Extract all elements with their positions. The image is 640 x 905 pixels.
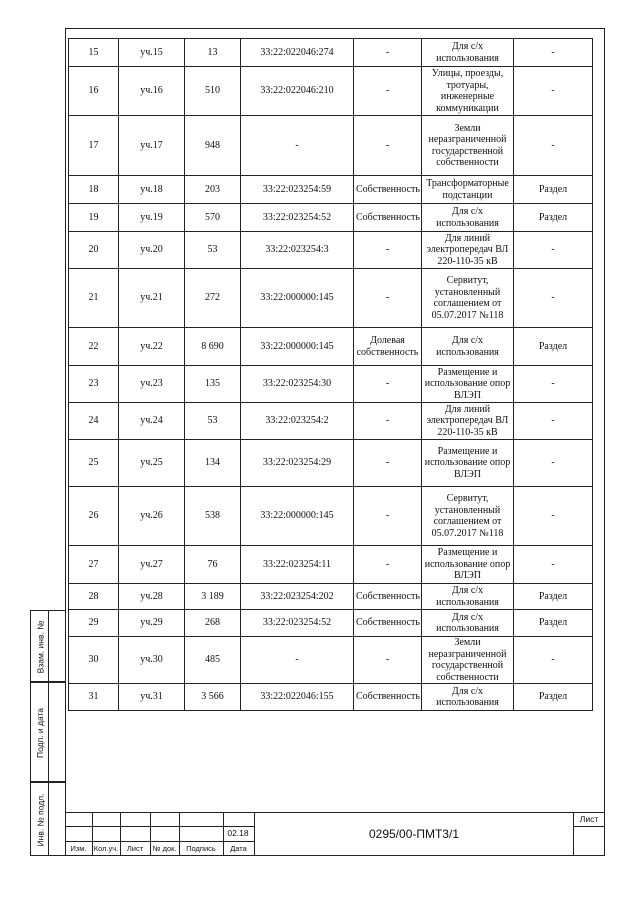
cell-cadastral-number: 33:22:023254:52 (241, 204, 354, 232)
cell-permitted-use: Сервитут, установленный соглашением от 05.07.2017 №118 (422, 269, 514, 328)
cell-row-number: 16 (69, 67, 119, 116)
cell-permitted-use: Для с/х использования (422, 610, 514, 637)
cell-ownership: - (354, 116, 422, 176)
table-row (69, 176, 593, 204)
cell-cadastral-number: 33:22:023254:11 (241, 546, 354, 584)
table-row (69, 116, 593, 176)
cell-row-number: 18 (69, 176, 119, 204)
cell-ownership: Собственность (354, 584, 422, 610)
cell-ownership: Собственность (354, 610, 422, 637)
cell-plot-id: уч.17 (119, 116, 185, 176)
cell-area: 135 (185, 366, 241, 403)
cell-plot-id: уч.25 (119, 440, 185, 487)
cell-cadastral-number: 33:22:022046:210 (241, 67, 354, 116)
cell-area: 268 (185, 610, 241, 637)
cell-row-number: 17 (69, 116, 119, 176)
cell-area: 538 (185, 487, 241, 546)
cell-action: - (514, 39, 593, 67)
cell-ownership: - (354, 637, 422, 684)
cell-cadastral-number: 33:22:022046:274 (241, 39, 354, 67)
cell-area: 570 (185, 204, 241, 232)
cell-action: Раздел (514, 204, 593, 232)
cell-permitted-use: Размещение и использование опор ВЛЭП (422, 440, 514, 487)
cell-action: - (514, 67, 593, 116)
cell-area: 3 189 (185, 584, 241, 610)
cell-action: Раздел (514, 610, 593, 637)
cell-action: - (514, 546, 593, 584)
stamp-date-value: 02.18 (227, 828, 249, 838)
cell-area: 8 690 (185, 328, 241, 366)
cell-area: 53 (185, 403, 241, 440)
cell-permitted-use: Для с/х использования (422, 684, 514, 711)
cell-plot-id: уч.28 (119, 584, 185, 610)
document-code: 0295/00-ПМТ3/1 (368, 827, 459, 841)
cell-row-number: 20 (69, 232, 119, 269)
cell-ownership: - (354, 39, 422, 67)
sidebar-label-original-inv: Инв. № подл. (35, 793, 46, 847)
cell-cadastral-number: 33:22:000000:145 (241, 269, 354, 328)
cell-area: 948 (185, 116, 241, 176)
cell-ownership: - (354, 366, 422, 403)
cell-row-number: 15 (69, 39, 119, 67)
cell-plot-id: уч.23 (119, 366, 185, 403)
stamp-caption-date: Дата (230, 844, 247, 853)
cell-cadastral-number: 33:22:023254:59 (241, 176, 354, 204)
cell-cadastral-number: 33:22:022046:155 (241, 684, 354, 711)
cell-plot-id: уч.19 (119, 204, 185, 232)
table-row (69, 67, 593, 116)
cell-permitted-use: Размещение и использование опор ВЛЭП (422, 366, 514, 403)
cell-action: - (514, 403, 593, 440)
cell-plot-id: уч.15 (119, 39, 185, 67)
cell-ownership: - (354, 67, 422, 116)
table-row (69, 637, 593, 684)
cell-ownership: - (354, 232, 422, 269)
cell-area: 272 (185, 269, 241, 328)
cell-ownership: Собственность (354, 176, 422, 204)
cell-permitted-use: Сервитут, установленный соглашением от 05.07.2017 №118 (422, 487, 514, 546)
cell-plot-id: уч.24 (119, 403, 185, 440)
cell-action: - (514, 269, 593, 328)
cell-row-number: 25 (69, 440, 119, 487)
cell-permitted-use: Земли неразграниченной государственной собственности (422, 116, 514, 176)
cell-row-number: 27 (69, 546, 119, 584)
cell-cadastral-number: 33:22:023254:202 (241, 584, 354, 610)
stamp-caption-sheet: Лист (126, 844, 144, 853)
cell-action: - (514, 440, 593, 487)
cell-row-number: 21 (69, 269, 119, 328)
cell-cadastral-number: 33:22:023254:3 (241, 232, 354, 269)
approval-sidebar (30, 610, 66, 856)
cell-area: 76 (185, 546, 241, 584)
table-row (69, 403, 593, 440)
cell-row-number: 23 (69, 366, 119, 403)
cell-ownership: - (354, 440, 422, 487)
cell-ownership: Долевая собственность (354, 328, 422, 366)
cell-action: - (514, 116, 593, 176)
table-row (69, 610, 593, 637)
cell-action: Раздел (514, 176, 593, 204)
sidebar-label-replaced-inv: Взам. инв. № (35, 620, 46, 674)
cell-cadastral-number: 33:22:023254:2 (241, 403, 354, 440)
cell-action: - (514, 366, 593, 403)
cell-ownership: - (354, 487, 422, 546)
cell-plot-id: уч.30 (119, 637, 185, 684)
cell-action: - (514, 637, 593, 684)
cell-row-number: 31 (69, 684, 119, 711)
table-row (69, 232, 593, 269)
stamp-caption-signature: Подпись (186, 844, 216, 853)
table-row (69, 487, 593, 546)
cell-cadastral-number: 33:22:023254:29 (241, 440, 354, 487)
cell-permitted-use: Земли неразграниченной государственной собственности (422, 637, 514, 684)
table-row (69, 39, 593, 67)
stamp-caption-doc-number: № док. (152, 844, 177, 853)
table-row (69, 440, 593, 487)
cell-ownership: Собственность (354, 684, 422, 711)
sheet-label: Лист (579, 814, 599, 824)
cell-row-number: 22 (69, 328, 119, 366)
cell-plot-id: уч.31 (119, 684, 185, 711)
cell-cadastral-number: - (241, 116, 354, 176)
cell-cadastral-number: 33:22:023254:52 (241, 610, 354, 637)
cell-area: 3 566 (185, 684, 241, 711)
cell-ownership: Собственность (354, 204, 422, 232)
cell-permitted-use: Для с/х использования (422, 39, 514, 67)
cell-area: 134 (185, 440, 241, 487)
cell-permitted-use: Для линий электропередач ВЛ 220-110-35 кВ (422, 232, 514, 269)
cell-permitted-use: Трансформаторные подстанции (422, 176, 514, 204)
cell-action: Раздел (514, 584, 593, 610)
title-block (65, 812, 605, 856)
table-row (69, 546, 593, 584)
cell-action: Раздел (514, 684, 593, 711)
cell-row-number: 29 (69, 610, 119, 637)
cell-permitted-use: Для линий электропередач ВЛ 220-110-35 кВ (422, 403, 514, 440)
cell-plot-id: уч.20 (119, 232, 185, 269)
cell-area: 203 (185, 176, 241, 204)
cell-area: 485 (185, 637, 241, 684)
cell-area: 53 (185, 232, 241, 269)
cell-plot-id: уч.18 (119, 176, 185, 204)
sidebar-label-signature-date: Подп. и дата (35, 707, 46, 759)
cell-ownership: - (354, 269, 422, 328)
land-plots-table (68, 38, 593, 711)
cell-row-number: 24 (69, 403, 119, 440)
cell-plot-id: уч.16 (119, 67, 185, 116)
cell-permitted-use: Для с/х использования (422, 584, 514, 610)
cell-plot-id: уч.21 (119, 269, 185, 328)
table-row (69, 584, 593, 610)
cell-cadastral-number: 33:22:000000:145 (241, 487, 354, 546)
cell-permitted-use: Размещение и использование опор ВЛЭП (422, 546, 514, 584)
sidebar-divider (48, 610, 49, 856)
cell-row-number: 28 (69, 584, 119, 610)
cell-action: - (514, 487, 593, 546)
table-row (69, 328, 593, 366)
cell-ownership: - (354, 546, 422, 584)
cell-row-number: 30 (69, 637, 119, 684)
cell-cadastral-number: 33:22:023254:30 (241, 366, 354, 403)
cell-permitted-use: Улицы, проезды, тротуары, инженерные коммуникации (422, 67, 514, 116)
cell-permitted-use: Для с/х использования (422, 328, 514, 366)
cell-plot-id: уч.22 (119, 328, 185, 366)
stamp-caption-change: Изм. (70, 844, 87, 853)
cell-cadastral-number: - (241, 637, 354, 684)
cell-action: - (514, 232, 593, 269)
cell-permitted-use: Для с/х использования (422, 204, 514, 232)
cell-cadastral-number: 33:22:000000:145 (241, 328, 354, 366)
cell-plot-id: уч.29 (119, 610, 185, 637)
table-row (69, 684, 593, 711)
cell-row-number: 19 (69, 204, 119, 232)
cell-row-number: 26 (69, 487, 119, 546)
table-row (69, 204, 593, 232)
cell-area: 13 (185, 39, 241, 67)
cell-plot-id: уч.26 (119, 487, 185, 546)
cell-ownership: - (354, 403, 422, 440)
cell-plot-id: уч.27 (119, 546, 185, 584)
table-row (69, 366, 593, 403)
stamp-caption-count: Кол.уч. (93, 844, 119, 853)
cell-action: Раздел (514, 328, 593, 366)
table-row (69, 269, 593, 328)
cell-area: 510 (185, 67, 241, 116)
